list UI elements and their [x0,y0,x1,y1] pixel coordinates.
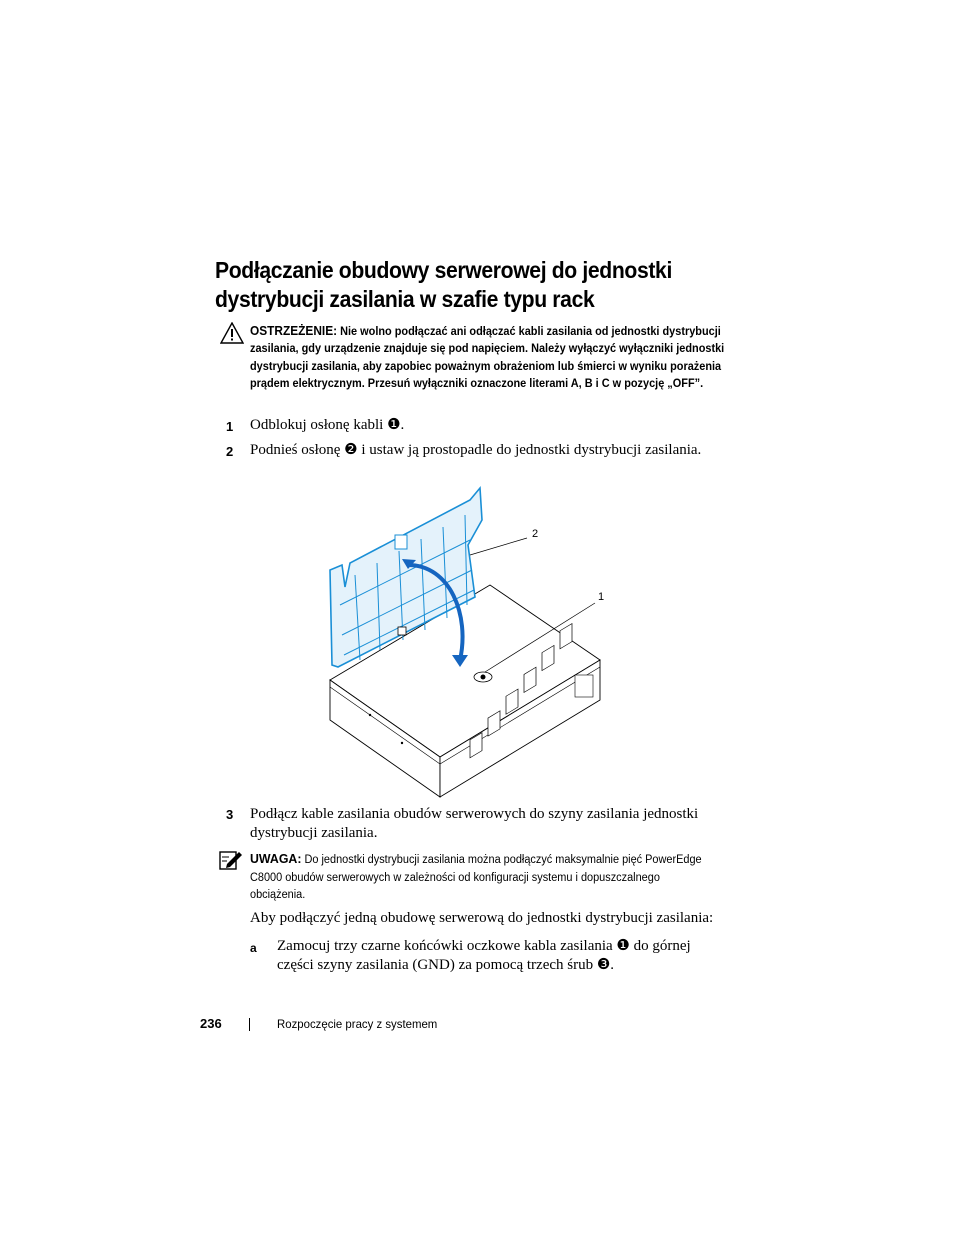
pdu-cable-cover-illustration [320,485,620,800]
callout-1: 1 [598,591,605,603]
note-pencil-icon [219,849,243,871]
note-label: UWAGA: [250,851,302,866]
step-2-text: Podnieś osłonę ❷ i ustaw ją prostopadle do jednostki dystrybucji zasilania. [250,442,702,458]
warning-block [250,323,744,394]
warning-label: OSTRZEŻENIE: [250,324,338,338]
footer-divider [249,1018,250,1031]
footer-section-title: Rozpoczęcie pracy z systemem [277,1017,438,1031]
intro-paragraph: Aby podłączyć jedną obudowę serwerową do jednostki dystrybucji zasilania: [250,910,714,926]
warning-text: Nie wolno podłączać ani odłączać kabli zasilania od jednostki dystrybucji zasilania, gdy urządzenie znajduje się pod napięciem. Należy wyłączyć wyłączniki jednostki dystrybucji zasilania, aby zapobiec poważnym obrażeniom lub śmierci w wyniku porażenia prądem elektrycznym. Przesuń wyłączniki oznaczone literami A, B i C w pozycję „OFF”. [250,326,725,391]
warning-triangle-icon [220,322,244,344]
section-heading: Podłączanie obudowy serwerowej do jednostki dystrybucji zasilania w szafie typu rack [215,257,672,312]
step-1-number: 1 [226,419,234,434]
substep-letter: a [250,941,257,955]
step-2-number: 2 [226,444,234,459]
page-number: 236 [200,1016,222,1031]
step-3-number: 3 [226,807,234,822]
step-3-text: Podłącz kable zasilania obudów serwerowych do szyny zasilania jednostki dystrybucji zasilania. [250,806,699,841]
step-1-text: Odblokuj osłonę kabli ❶. [250,417,405,433]
note-text: Do jednostki dystrybucji zasilania można podłączyć maksymalnie pięć PowerEdge C8000 obudów serwerowych w zależności od konfiguracji systemu i dopuszczalnego obciążenia. [250,854,702,902]
callout-2: 2 [532,528,539,540]
substep-text: Zamocuj trzy czarne końcówki oczkowe kabla zasilania ❶ do górnej części szyny zasilania (GND) za pomocą trzech śrub ❸. [277,938,691,973]
note-block [250,850,706,905]
